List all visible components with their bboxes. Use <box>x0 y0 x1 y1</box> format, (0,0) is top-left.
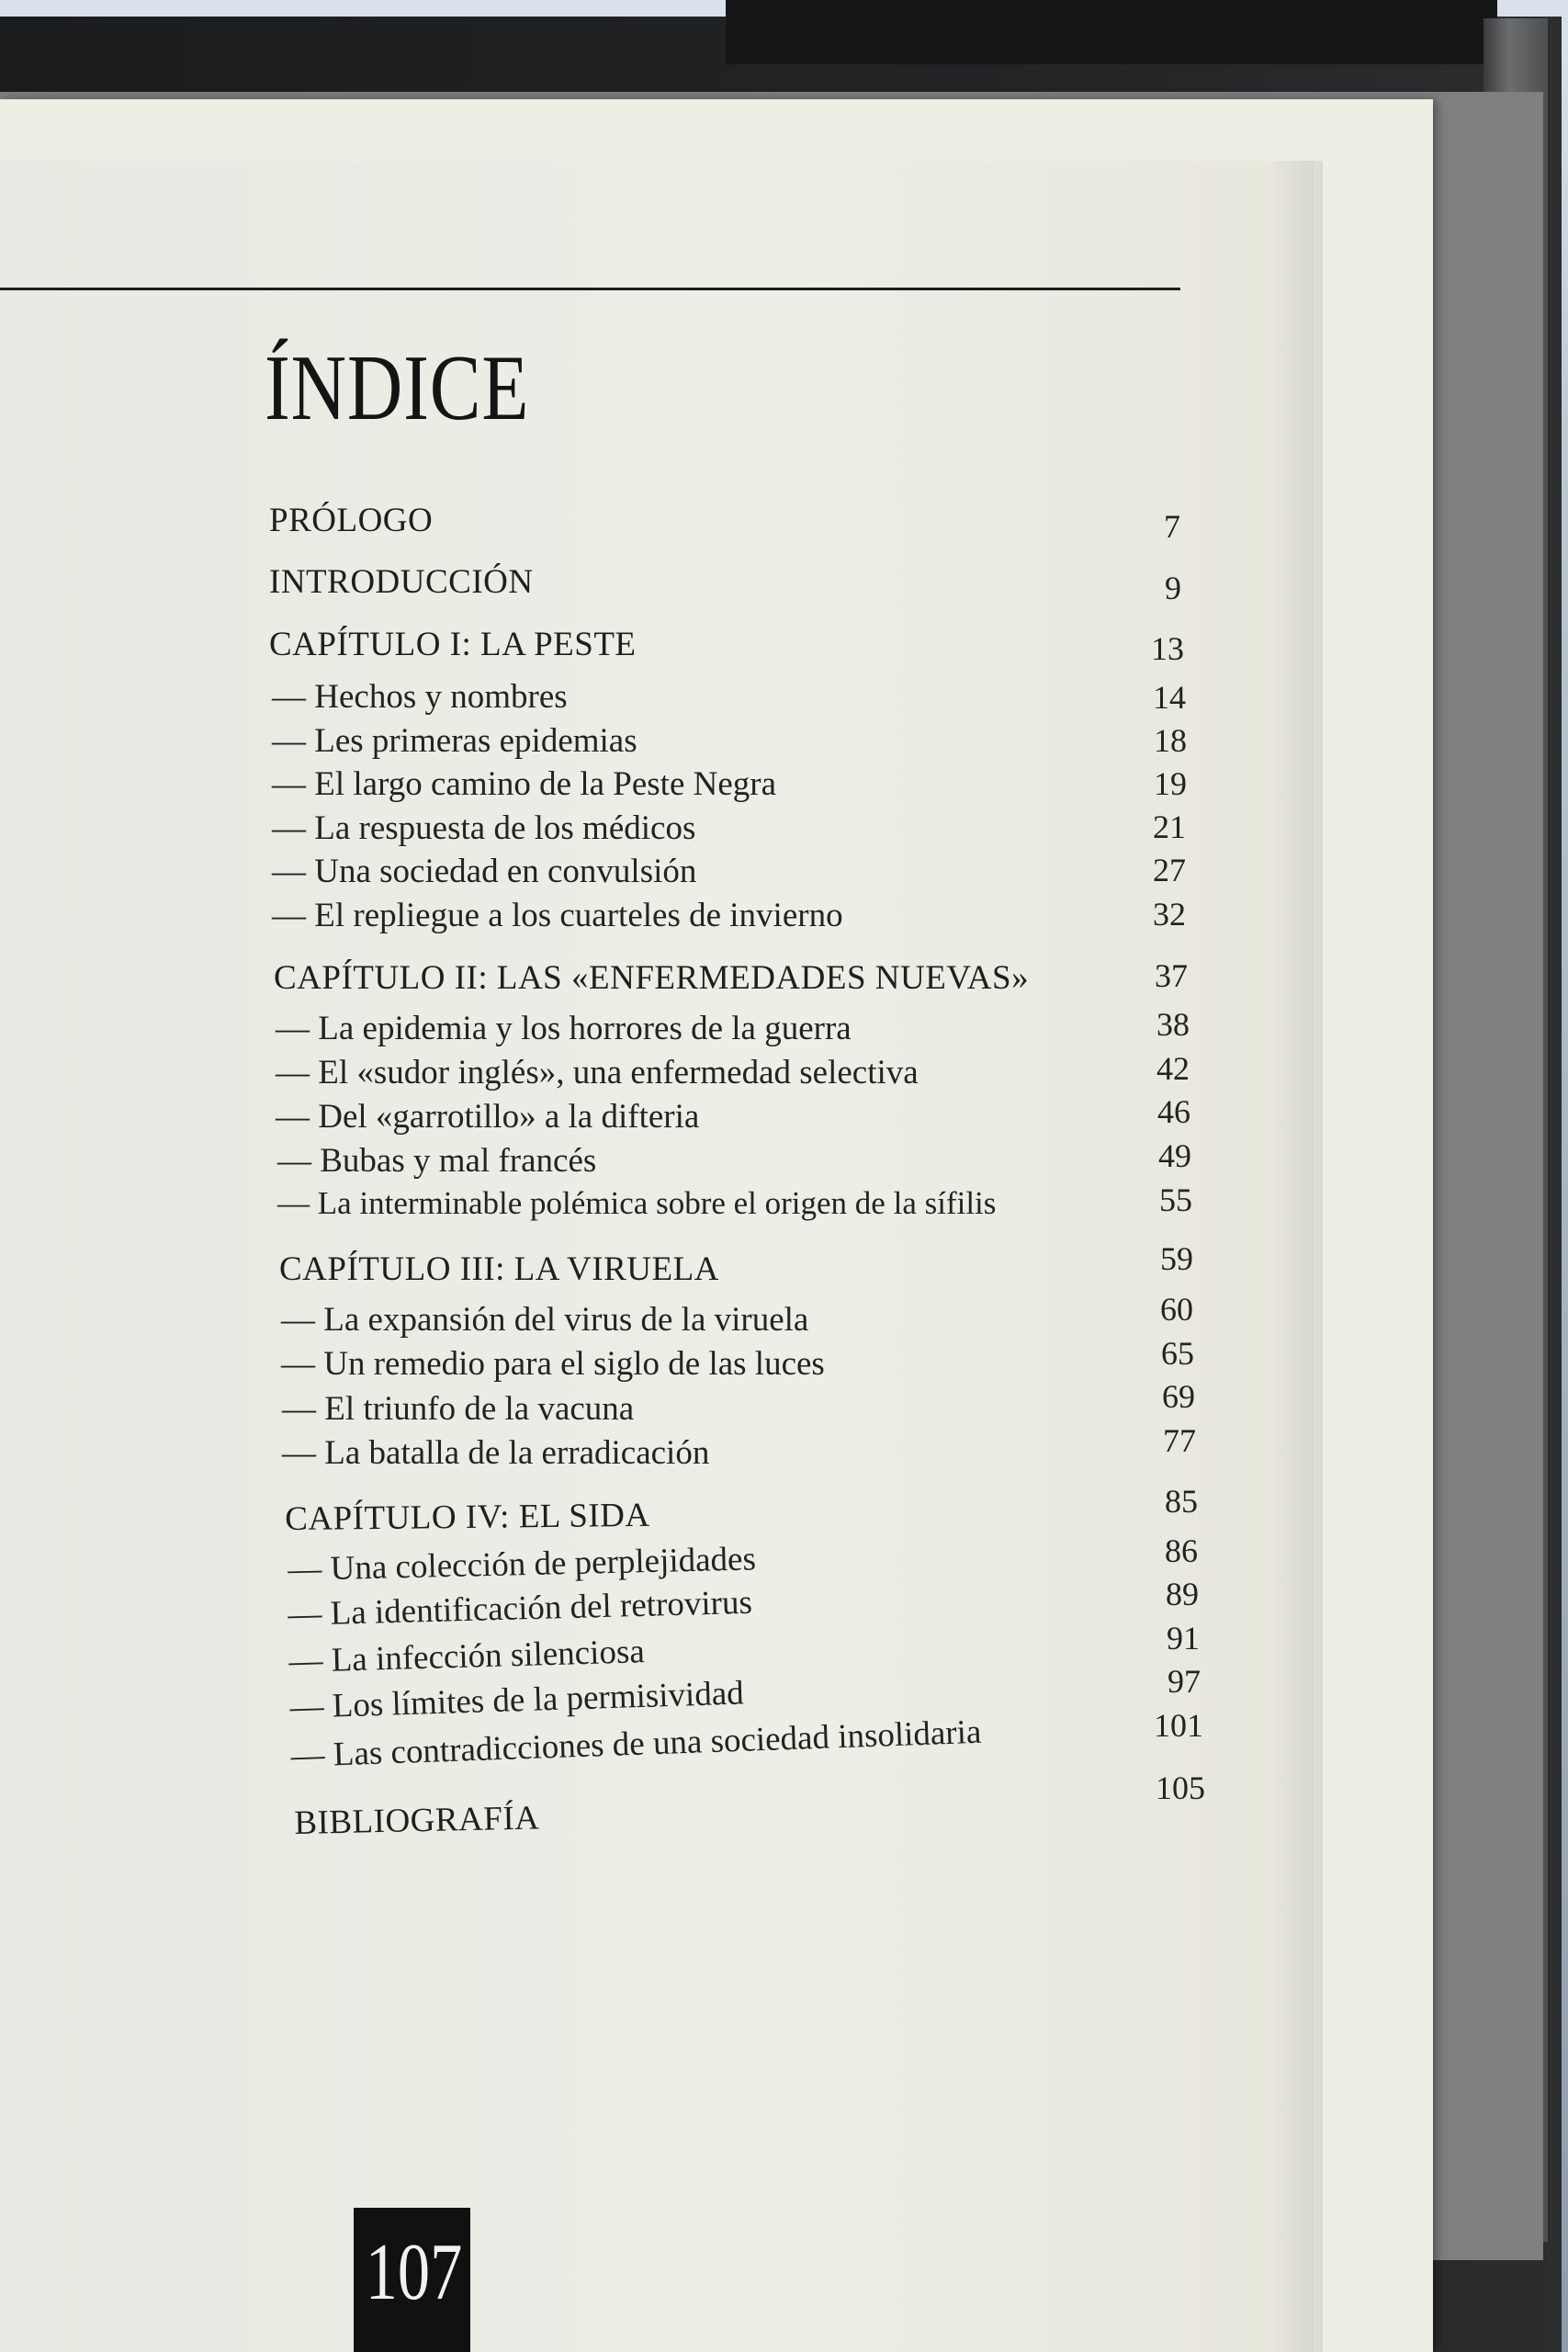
toc-entry-chapter-4: CAPÍTULO IV: EL SIDA <box>284 1496 650 1538</box>
toc-entry: — Un remedio para el siglo de las luces <box>281 1345 825 1383</box>
toc-entry-chapter-3: CAPÍTULO III: LA VIRUELA <box>279 1250 719 1288</box>
toc-entry: — Del «garrotillo» a la difteria <box>276 1098 700 1136</box>
toc-entry: — La infección silenciosa <box>288 1633 646 1680</box>
toc-entry: — La interminable polémica sobre el origen de la sífilis <box>277 1185 997 1221</box>
toc-entry-chapter-1: CAPÍTULO I: LA PESTE <box>269 626 637 663</box>
toc-page: 14 <box>1153 679 1186 716</box>
toc-entry: — Una sociedad en convulsión <box>272 853 697 890</box>
toc-page: 65 <box>1161 1335 1194 1372</box>
toc-entry: — El repliegue a los cuarteles de invierno <box>272 897 843 934</box>
toc-entry: — El «sudor inglés», una enfermedad selectiva <box>276 1054 919 1091</box>
toc-entry-introduccion: INTRODUCCIÓN <box>269 563 534 601</box>
toc-entry: — Los límites de la permisividad <box>288 1674 745 1726</box>
toc-entry: — La identificación del retrovirus <box>287 1583 753 1634</box>
toc-page: 55 <box>1159 1182 1192 1218</box>
toc-page: 77 <box>1163 1422 1196 1459</box>
toc-page: 86 <box>1165 1532 1198 1569</box>
toc-page: 97 <box>1168 1663 1201 1700</box>
toc-page: 42 <box>1156 1050 1190 1087</box>
toc-page: 89 <box>1166 1576 1199 1612</box>
toc-entry: — Las contradicciones de una sociedad insolidaria <box>289 1713 982 1775</box>
toc-page: 38 <box>1156 1006 1190 1043</box>
toc-page: 21 <box>1153 808 1186 845</box>
toc-entry: — Bubas y mal francés <box>277 1142 597 1180</box>
toc-entry: — El largo camino de la Peste Negra <box>272 765 777 803</box>
toc-page-chapter-3: 59 <box>1160 1240 1193 1277</box>
cover-strip <box>726 0 1497 64</box>
page-shadow <box>1268 161 1323 2352</box>
toc-page-bibliografia: 105 <box>1156 1770 1205 1806</box>
toc-page: 49 <box>1158 1137 1191 1174</box>
toc-entry-prologo: PRÓLOGO <box>269 502 434 539</box>
toc-page: 32 <box>1153 896 1186 933</box>
header-rule <box>0 288 1180 290</box>
toc-page: 91 <box>1167 1620 1200 1657</box>
toc-entry: — El triunfo de la vacuna <box>282 1390 635 1428</box>
toc-page: 46 <box>1157 1093 1190 1130</box>
toc-page: 18 <box>1154 722 1187 759</box>
toc-page-prologo: 7 <box>1164 508 1180 545</box>
toc-entry: — Hechos y nombres <box>272 678 568 716</box>
toc-entry: — La respuesta de los médicos <box>272 809 696 847</box>
toc-page: 19 <box>1154 765 1187 802</box>
toc-page: 27 <box>1153 852 1186 888</box>
toc-page-chapter-1: 13 <box>1151 630 1184 667</box>
toc-entry-bibliografia: BIBLIOGRAFÍA <box>293 1799 540 1842</box>
toc-page: 60 <box>1160 1291 1193 1328</box>
toc-entry-chapter-2: CAPÍTULO II: LAS «ENFERMEDADES NUEVAS» <box>274 959 1030 997</box>
toc-entry: — Les primeras epidemias <box>272 722 637 760</box>
toc-entry: — La expansión del virus de la viruela <box>281 1301 809 1339</box>
toc-page-introduccion: 9 <box>1165 570 1181 606</box>
toc-entry: — La epidemia y los horrores de la guerra <box>276 1010 852 1047</box>
toc-page: 101 <box>1154 1707 1203 1744</box>
folio-number: 107 <box>365 2228 463 2317</box>
toc-page-chapter-2: 37 <box>1155 957 1188 994</box>
page-title: ÍNDICE <box>265 336 530 440</box>
toc-entry: — La batalla de la erradicación <box>282 1434 710 1472</box>
toc-entry: — Una colección de perplejidades <box>287 1540 757 1589</box>
toc-page: 69 <box>1162 1378 1195 1415</box>
toc-page-chapter-4: 85 <box>1165 1483 1198 1520</box>
